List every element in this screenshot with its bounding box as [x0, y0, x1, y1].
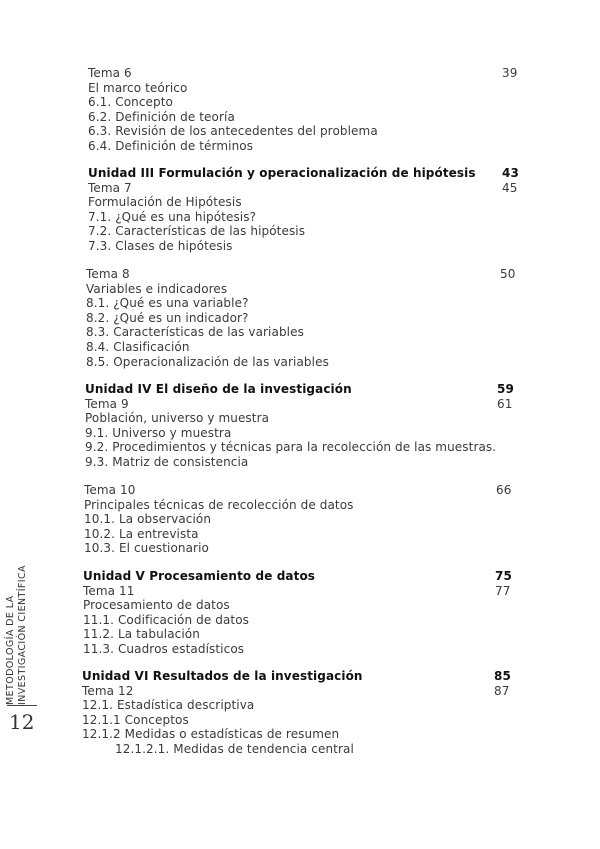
toc-entry[interactable] — [88, 239, 532, 254]
entry-text: 12.1.2.1. Medidas de tendencia central — [115, 741, 354, 756]
entry-text: 6.4. Definición de términos — [88, 138, 254, 153]
page-ref: 87 — [494, 683, 510, 698]
toc-entry[interactable] — [86, 355, 530, 370]
entry-text: Tema 12 — [82, 683, 134, 698]
unit-heading[interactable] — [82, 669, 524, 684]
toc-group — [83, 569, 525, 657]
entry-text: 9.3. Matriz de consistencia — [85, 454, 249, 469]
toc-entry[interactable] — [82, 727, 524, 742]
toc-entry[interactable] — [85, 426, 527, 441]
toc-entry[interactable] — [86, 340, 530, 355]
entry-text: 8.3. Características de las variables — [86, 325, 304, 340]
entry-text: Tema 7 — [88, 180, 132, 195]
topic-heading[interactable] — [82, 684, 524, 699]
toc-entry[interactable] — [86, 311, 530, 326]
entry-text: Formulación de Hipótesis — [88, 195, 242, 210]
entry-text: 6.2. Definición de teoría — [88, 109, 235, 124]
page-ref: 59 — [497, 382, 514, 396]
toc-group — [82, 669, 524, 757]
toc-entry[interactable] — [85, 411, 527, 426]
page-ref: 39 — [502, 66, 518, 80]
entry-text: Tema 8 — [86, 267, 130, 281]
entry-text: 6.3. Revisión de los antecedentes del problema — [88, 124, 378, 139]
book-title-line-1: METODOLOGÍA DE LA — [5, 595, 16, 705]
entry-text: Procesamiento de datos — [83, 598, 230, 613]
page-ref: 45 — [502, 180, 518, 195]
page-ref: 50 — [500, 267, 516, 281]
running-footer — [5, 565, 37, 735]
toc-entry[interactable] — [84, 498, 526, 513]
entry-text: 10.1. La observación — [84, 512, 212, 527]
unit-heading[interactable] — [88, 166, 532, 181]
topic-heading[interactable] — [88, 181, 532, 196]
toc-entry[interactable] — [85, 440, 527, 455]
toc-entry[interactable] — [88, 110, 532, 125]
toc-entry[interactable] — [86, 325, 530, 340]
toc-entry[interactable] — [88, 95, 532, 110]
entry-text: Unidad V Procesamiento de datos — [83, 569, 316, 583]
toc-group — [88, 166, 532, 254]
book-title-vertical — [5, 565, 37, 705]
entry-text: 10.2. La entrevista — [84, 526, 199, 541]
toc-entry[interactable] — [86, 296, 530, 311]
entry-text: 12.1.1 Conceptos — [82, 712, 189, 727]
toc-group — [86, 267, 530, 369]
entry-text: Tema 10 — [84, 483, 136, 497]
toc-entry[interactable] — [88, 210, 532, 225]
topic-heading[interactable] — [85, 397, 527, 412]
toc-entry[interactable] — [83, 627, 525, 642]
toc-entry[interactable] — [82, 698, 524, 713]
page-ref: 77 — [495, 583, 511, 598]
toc-entry[interactable] — [83, 598, 525, 613]
entry-text: 12.1. Estadística descriptiva — [82, 698, 255, 713]
toc-group — [85, 382, 527, 470]
toc-entry[interactable] — [86, 282, 530, 297]
entry-text: 8.4. Clasificación — [86, 339, 190, 354]
toc-entry[interactable] — [84, 512, 526, 527]
toc-entry[interactable] — [88, 224, 532, 239]
entry-text: 11.2. La tabulación — [83, 627, 200, 642]
entry-text: Tema 9 — [85, 396, 129, 411]
entry-text: 7.1. ¿Qué es una hipótesis? — [88, 209, 257, 224]
entry-text: 7.2. Características de las hipótesis — [88, 224, 306, 239]
unit-heading[interactable] — [83, 569, 525, 584]
toc-group — [84, 483, 526, 556]
topic-heading[interactable] — [86, 267, 530, 282]
toc-entry[interactable] — [82, 713, 524, 728]
page-ref: 85 — [494, 669, 511, 683]
entry-text: El marco teórico — [88, 80, 188, 95]
entry-text: 11.1. Codificación de datos — [83, 612, 250, 627]
page-ref: 43 — [502, 166, 519, 180]
toc-entry[interactable] — [88, 139, 532, 154]
unit-heading[interactable] — [85, 382, 527, 397]
page-number: 12 — [9, 710, 35, 734]
footer-divider — [7, 705, 37, 706]
entry-text: Principales técnicas de recolección de datos — [84, 497, 354, 512]
toc-entry[interactable] — [85, 455, 527, 470]
entry-text: 7.3. Clases de hipótesis — [88, 238, 233, 253]
entry-text: 11.3. Cuadros estadísticos — [83, 641, 245, 656]
toc-group — [88, 66, 532, 154]
entry-text: 8.2. ¿Qué es un indicador? — [86, 310, 249, 325]
book-title-line-2: INVESTIGACIÓN CIENTÍFICA — [17, 565, 28, 705]
topic-heading[interactable] — [88, 66, 532, 81]
entry-text: 12.1.2 Medidas o estadísticas de resumen — [82, 727, 340, 742]
topic-heading[interactable] — [83, 584, 525, 599]
entry-text: Variables e indicadores — [86, 281, 228, 296]
toc-entry[interactable] — [88, 124, 532, 139]
topic-heading[interactable] — [84, 483, 526, 498]
entry-text: 8.5. Operacionalización de las variables — [86, 354, 329, 369]
entry-text: Tema 6 — [88, 66, 132, 80]
entry-text: Unidad III Formulación y operacionalización de hipótesis — [88, 166, 476, 180]
entry-text: 6.1. Concepto — [88, 95, 173, 110]
entry-text: Población, universo y muestra — [85, 411, 270, 426]
entry-text: 10.3. El cuestionario — [84, 541, 209, 556]
toc-entry[interactable] — [84, 527, 526, 542]
entry-text: 9.2. Procedimientos y técnicas para la recolección de las muestras. — [85, 440, 497, 455]
entry-text: 8.1. ¿Qué es una variable? — [86, 296, 249, 311]
entry-text: 9.1. Universo y muestra — [85, 425, 232, 440]
entry-text: Unidad IV El diseño de la investigación — [85, 382, 352, 396]
toc-entry[interactable] — [83, 642, 525, 657]
toc-entry[interactable] — [83, 613, 525, 628]
entry-text: Tema 11 — [83, 583, 135, 598]
toc-entry[interactable] — [88, 81, 532, 96]
toc-entry[interactable] — [82, 742, 524, 757]
entry-text: Unidad VI Resultados de la investigación — [82, 669, 363, 683]
page-ref: 66 — [496, 483, 512, 497]
page-ref: 61 — [497, 396, 513, 411]
toc-entry[interactable] — [88, 195, 532, 210]
page-ref: 75 — [495, 569, 512, 583]
toc-entry[interactable] — [84, 541, 526, 556]
